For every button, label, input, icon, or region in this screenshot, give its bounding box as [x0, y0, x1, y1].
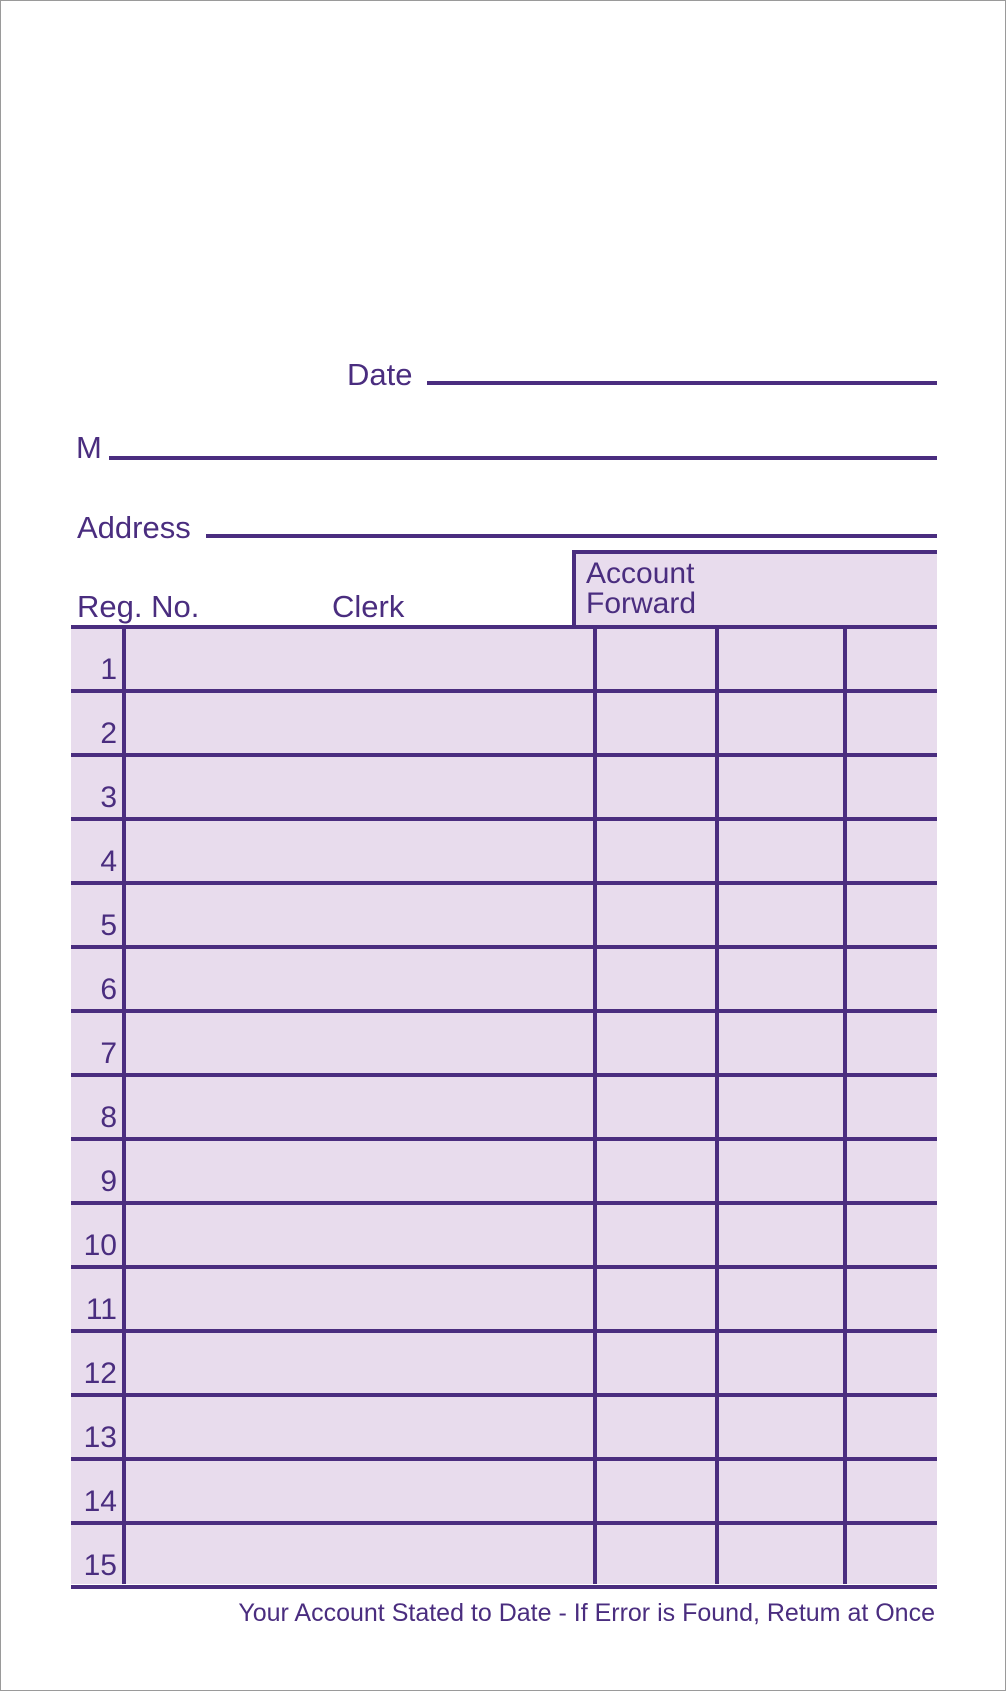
account-forward-line2: Forward [586, 587, 697, 620]
table-row[interactable] [71, 755, 937, 819]
row-number: 7 [100, 1037, 117, 1070]
account-forward-label [586, 559, 696, 619]
table-row[interactable] [71, 819, 937, 883]
row-number: 13 [83, 1421, 117, 1454]
table-row[interactable] [71, 691, 937, 755]
amount-column-divider-2 [843, 627, 847, 1584]
reg-column-divider [122, 627, 126, 1584]
address-label: Address [77, 510, 191, 545]
date-line[interactable] [427, 381, 937, 385]
table-row[interactable] [71, 1459, 937, 1523]
table-row[interactable] [71, 1203, 937, 1267]
table-row[interactable] [71, 883, 937, 947]
account-forward-line1: Account [586, 557, 695, 590]
row-number: 10 [83, 1229, 117, 1262]
row-number: 11 [85, 1293, 117, 1326]
date-label: Date [347, 357, 413, 392]
table-row[interactable] [71, 947, 937, 1011]
row-number: 3 [100, 781, 117, 814]
row-number: 5 [100, 909, 117, 942]
footer-note: Your Account Stated to Date - If Error is Found, Retum at Once [238, 1599, 935, 1627]
table-row[interactable] [71, 1331, 937, 1395]
table-row[interactable] [71, 1139, 937, 1203]
row-number: 15 [83, 1549, 117, 1582]
row-number: 14 [83, 1485, 117, 1518]
table-row[interactable] [71, 1075, 937, 1139]
row-number: 9 [100, 1165, 117, 1198]
row-number: 1 [100, 653, 117, 686]
row-number: 8 [100, 1101, 117, 1134]
row-divider [71, 1585, 937, 1589]
row-number: 4 [100, 845, 117, 878]
amount-column-divider-1 [715, 627, 719, 1584]
m-label: M [76, 430, 102, 465]
table-row[interactable] [71, 1523, 937, 1587]
row-number: 12 [83, 1357, 117, 1390]
address-line[interactable] [206, 534, 937, 538]
table-row[interactable] [71, 1011, 937, 1075]
name-line[interactable] [109, 456, 937, 460]
table-row[interactable] [71, 1395, 937, 1459]
clerk-label: Clerk [332, 589, 405, 624]
reg-no-label: Reg. No. [77, 589, 200, 624]
description-column-divider [593, 627, 597, 1584]
row-number: 2 [100, 717, 117, 750]
row-number: 6 [100, 973, 117, 1006]
table-row[interactable] [71, 627, 937, 691]
table-row[interactable] [71, 1267, 937, 1331]
